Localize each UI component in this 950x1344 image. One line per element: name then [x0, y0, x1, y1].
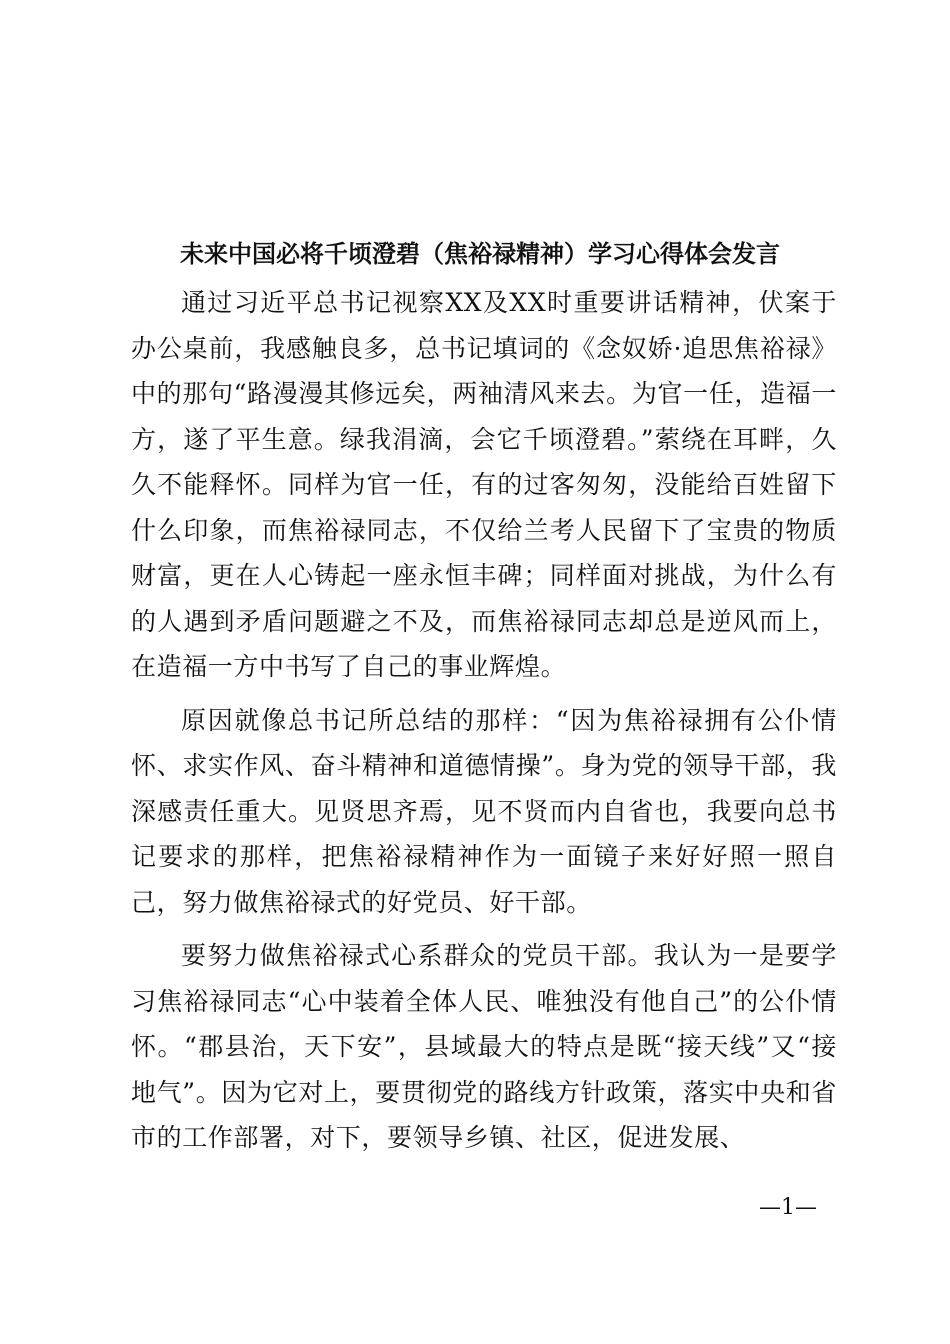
paragraph-1: 通过习近平总书记视察XX及XX时重要讲话精神，伏案于办公桌前，我感触良多，总书记填词的《念奴娇·追思焦裕禄》中的那句“路漫漫其修远矣，两袖清风来去。为官一任，造福一方，遂了平生意。绿我涓滴，会它千顷澄碧。”萦绕在耳畔，久久不能释怀。同样为官一任，有的过客匆匆，没能给百姓留下什么印象，而焦裕禄同志，不仅给兰考人民留下了宝贵的物质财富，更在人心铸起一座永恒丰碑；同样面对挑战，为什么有的人遇到矛盾问题避之不及，而焦裕禄同志却总是逆风而上，在造福一方中书写了自己的事业辉煌。 [131, 288, 837, 681]
document-title: 未来中国必将千顷澄碧（焦裕禄精神）学习心得体会发言 [180, 240, 780, 268]
page-number: —1— [759, 1195, 817, 1220]
document-body [131, 280, 837, 1161]
paragraph-2: 原因就像总书记所总结的那样：“因为焦裕禄拥有公仆情怀、求实作风、奋斗精神和道德情操”。身为党的领导干部，我深感责任重大。见贤思齐焉，见不贤而内自省也，我要向总书记要求的那样，把焦裕禄精神作为一面镜子来好好照一照自己，努力做焦裕禄式的好党员、好干部。 [131, 705, 837, 917]
paragraph-3: 要努力做焦裕禄式心系群众的党员干部。我认为一是要学习焦裕禄同志“心中装着全体人民、唯独没有他自己”的公仆情怀。“郡县治，天下安”，县域最大的特点是既“接天线”又“接地气”。因为它对上，要贯彻党的路线方针政策，落实中央和省市的工作部署，对下，要领导乡镇、社区，促进发展、 [131, 941, 837, 1152]
